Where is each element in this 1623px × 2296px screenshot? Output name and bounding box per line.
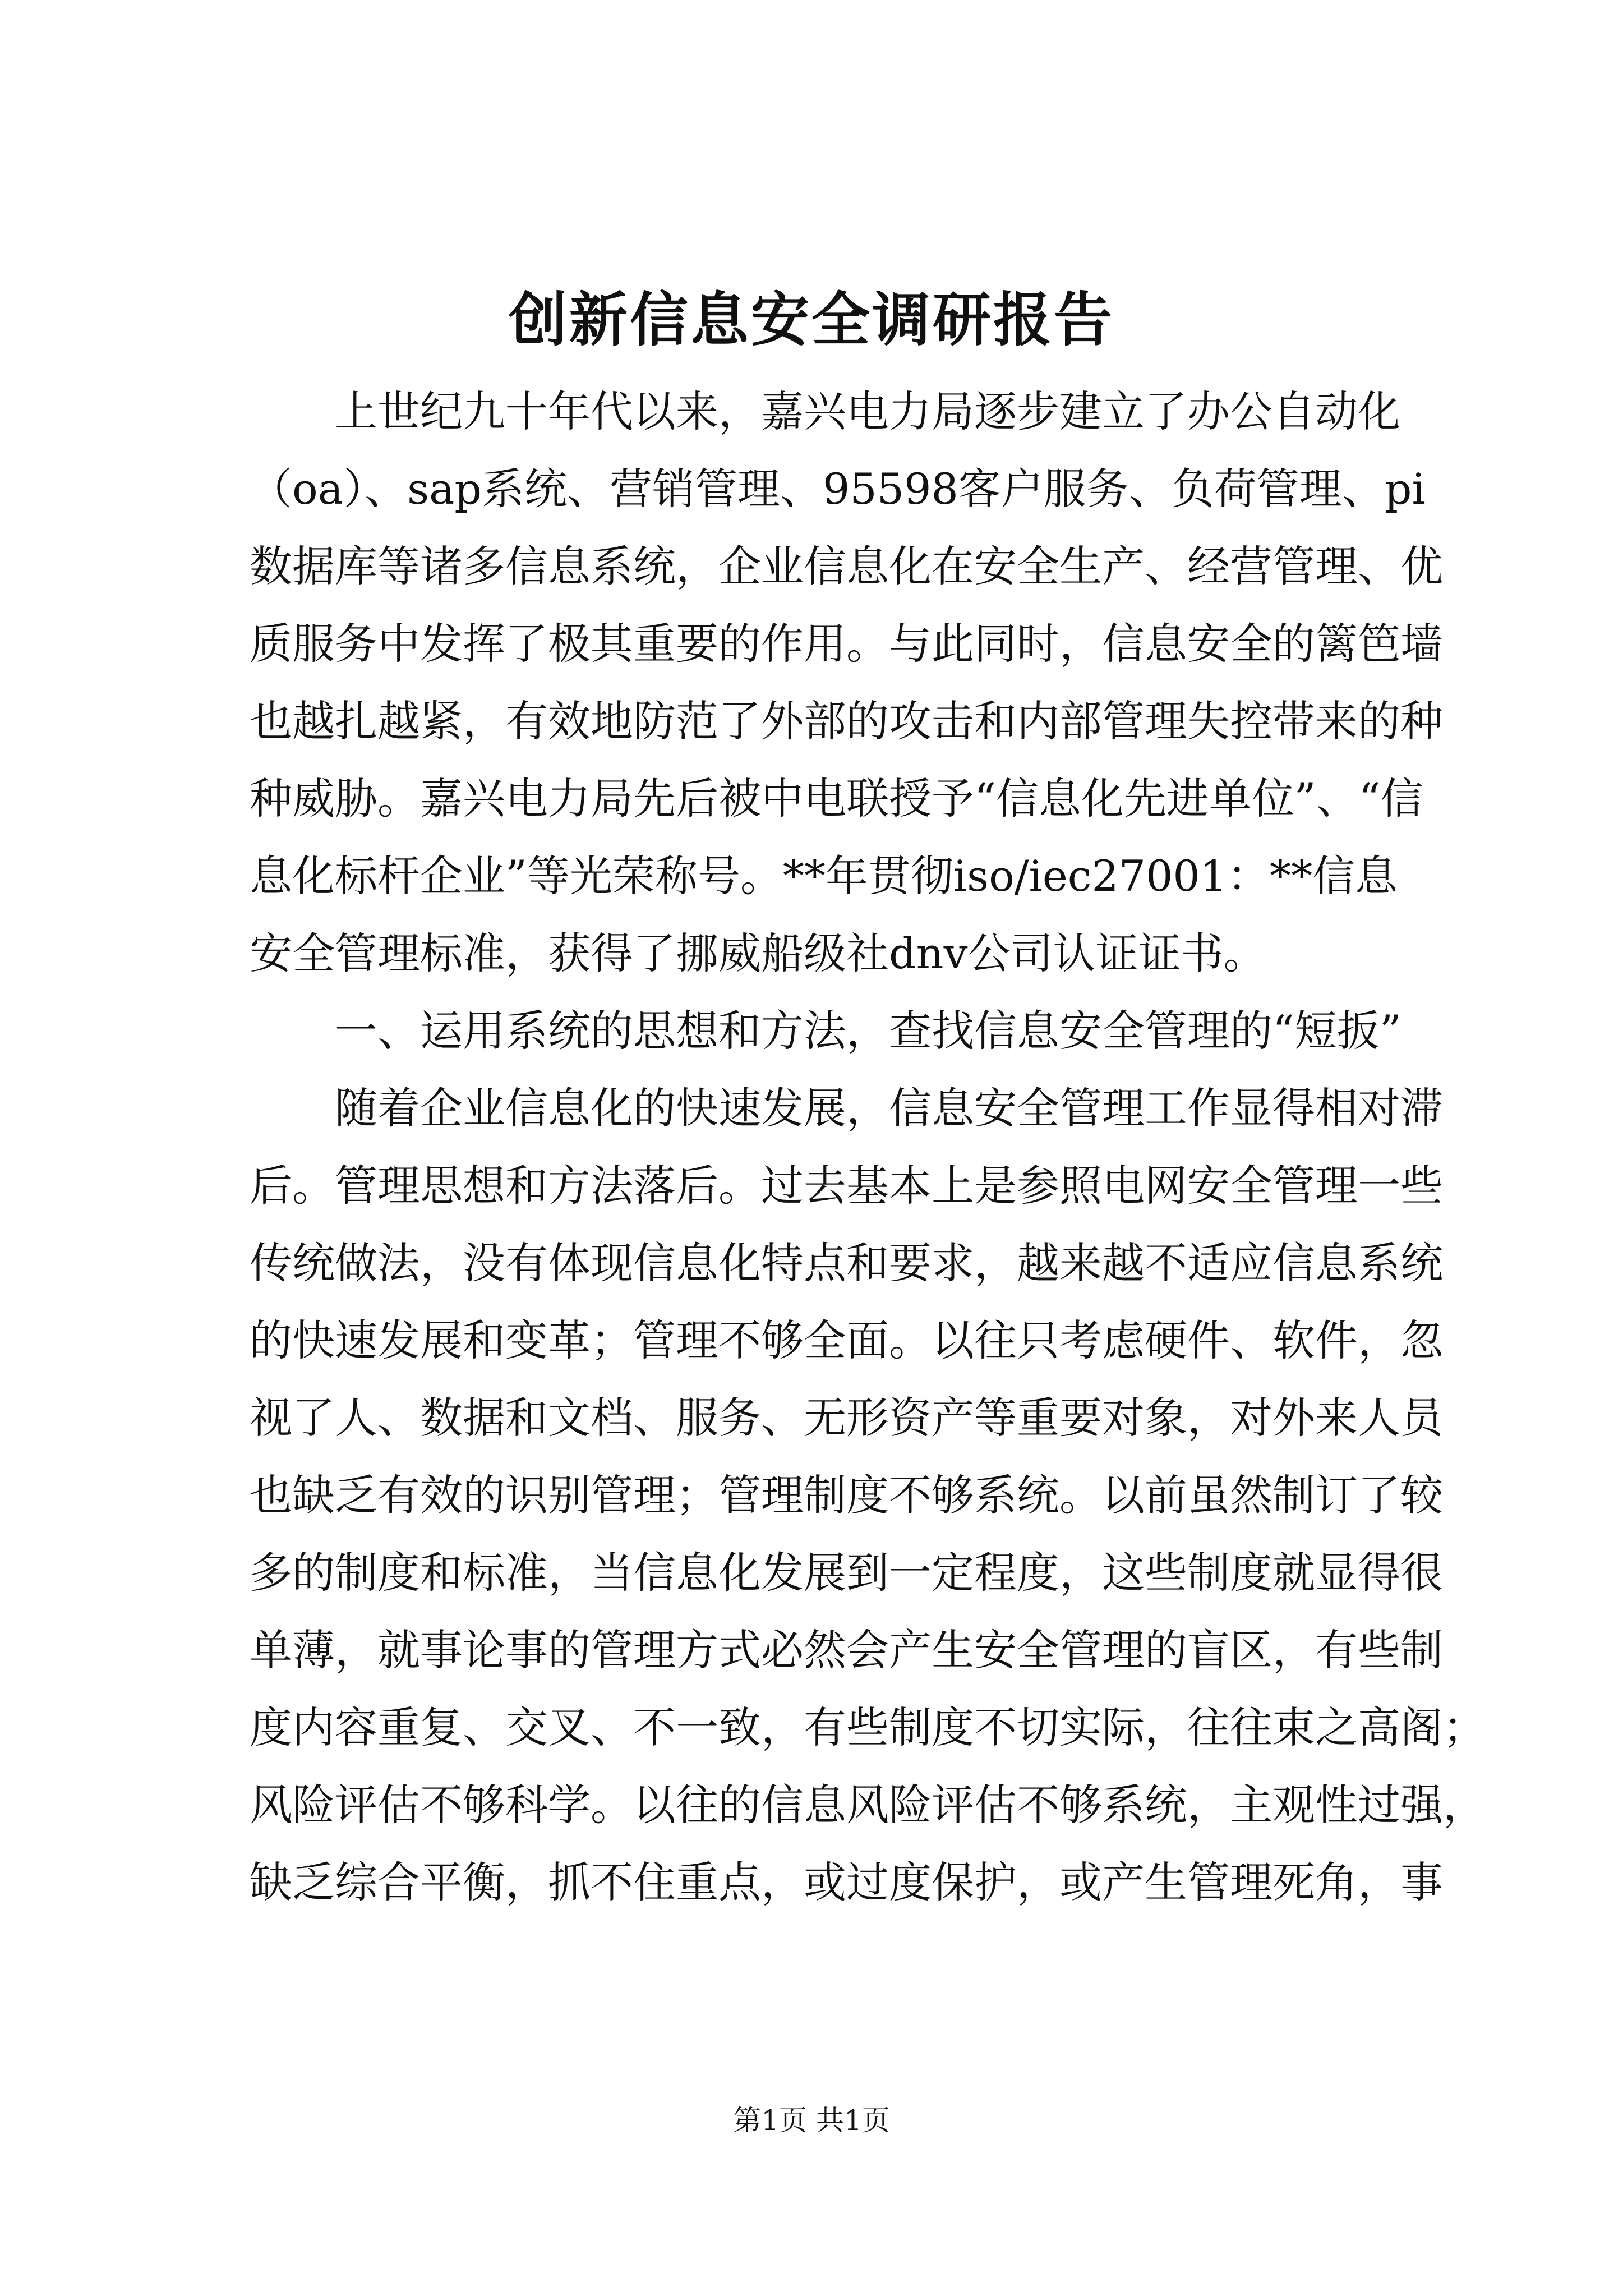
body-line: 的快速发展和变革；管理不够全面。以往只考虑硬件、软件，忽 bbox=[250, 1315, 1443, 1365]
document-title: 创新信息安全调研报告 bbox=[508, 285, 1114, 354]
body-line: 也越扎越紧，有效地防范了外部的攻击和内部管理失控带来的种 bbox=[250, 696, 1443, 746]
section-heading: 一、运用系统的思想和方法，查找信息安全管理的“短扳” bbox=[250, 1006, 1401, 1056]
body-line: 也缺乏有效的识别管理；管理制度不够系统。以前虽然制订了较 bbox=[250, 1470, 1443, 1520]
body-line: 多的制度和标准，当信息化发展到一定程度，这些制度就显得很 bbox=[250, 1548, 1443, 1598]
body-line: 安全管理标准，获得了挪威船级社dnv公司认证证书。 bbox=[250, 928, 1266, 978]
body-line: 随着企业信息化的快速发展，信息安全管理工作显得相对滞 bbox=[250, 1083, 1443, 1133]
body-line: 数据库等诸多信息系统，企业信息化在安全生产、经营管理、优 bbox=[250, 541, 1443, 591]
body-line: 风险评估不够科学。以往的信息风险评估不够系统，主观性过强， bbox=[250, 1780, 1486, 1830]
body-line: 度内容重复、交叉、不一致，有些制度不切实际，往往束之高阁； bbox=[250, 1703, 1486, 1752]
document-body bbox=[250, 373, 1486, 1921]
page-footer: 第1页 共1页 bbox=[733, 2104, 890, 2137]
body-line: （oa）、sap系统、营销管理、95598客户服务、负荷管理、pi bbox=[250, 464, 1426, 514]
body-line: 上世纪九十年代以来，嘉兴电力局逐步建立了办公自动化 bbox=[250, 386, 1400, 436]
body-line: 息化标杆企业”等光荣称号。**年贯彻iso/iec27001：**信息 bbox=[250, 851, 1398, 901]
body-line: 种威胁。嘉兴电力局先后被中电联授予“信息化先进单位”、“信 bbox=[250, 774, 1423, 823]
body-line: 单薄，就事论事的管理方式必然会产生安全管理的盲区，有些制 bbox=[250, 1625, 1443, 1675]
body-line: 传统做法，没有体现信息化特点和要求，越来越不适应信息系统 bbox=[250, 1238, 1443, 1288]
body-line: 缺乏综合平衡，抓不住重点，或过度保护，或产生管理死角，事 bbox=[250, 1857, 1443, 1907]
body-line: 质服务中发挥了极其重要的作用。与此同时，信息安全的篱笆墙 bbox=[250, 619, 1443, 669]
body-line: 后。管理思想和方法落后。过去基本上是参照电网安全管理一些 bbox=[250, 1161, 1443, 1211]
body-line: 视了人、数据和文档、服务、无形资产等重要对象，对外来人员 bbox=[250, 1393, 1443, 1443]
